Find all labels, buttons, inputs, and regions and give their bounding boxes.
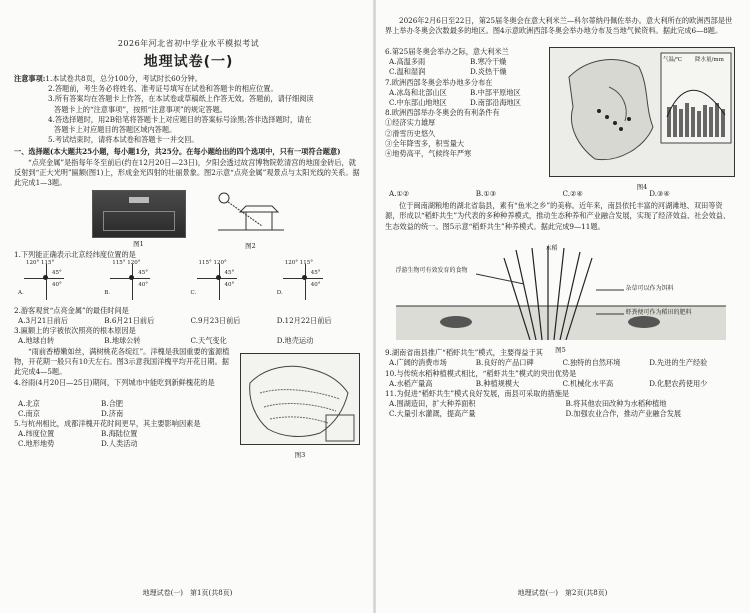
question-6: 6.第25届冬奥会举办之际，意大利米兰 xyxy=(385,47,509,56)
q7-option[interactable]: B.中部平原地区 xyxy=(470,87,521,97)
q2-option[interactable]: B.6月21日前后 xyxy=(104,316,155,326)
q6-options xyxy=(385,57,545,77)
question-1: 1.下列能正确表示北京经纬度位置的是 xyxy=(14,249,136,259)
q9-option[interactable]: D.先进的生产经验 xyxy=(649,358,708,368)
note-line: 3.所有答案均在答题卡上作答，在本试卷或草稿纸上作答无效。答题前，请仔细阅读 xyxy=(48,94,314,104)
q3-option[interactable]: B.地球公转 xyxy=(104,336,141,346)
question-11: 11.为促进“稻虾共生”模式良好发展，南县可采取的措施是 xyxy=(385,389,570,399)
fig2-caption: 图2 xyxy=(245,241,256,250)
q1-option-a[interactable]: A. 120° 115° 45° 40° xyxy=(18,260,68,304)
q3-option[interactable]: D.地壳运动 xyxy=(276,336,314,346)
q8-item: ④地势高平，气候终年严寒 xyxy=(385,149,472,159)
section-heading: 一、选择题(本大题共25小题，每小题1分，共25分。在每小题给出的四个选项中，只有一项符合题意) xyxy=(14,147,341,157)
q9-option[interactable]: B.良好的产品口碑 xyxy=(475,358,534,368)
q6-option[interactable]: B.寒冷干燥 xyxy=(470,57,507,67)
q11-option[interactable]: B.将其他农田改种为水稻种植地 xyxy=(565,399,667,409)
note-line: 答题卡上的“注意事项”，按照“注意事项”的规定答题。 xyxy=(54,104,227,114)
q7-option[interactable]: D.南部沿海地区 xyxy=(470,98,521,108)
europe-olympics-map xyxy=(549,47,735,177)
q5-option[interactable]: A.纬度位置 xyxy=(18,429,55,439)
sun-angle-diagram xyxy=(216,190,286,236)
intro-4-5: “雨前香椿嫩如丝，满树桃花各绽红”。洋槐是我国重要的蜜源植物，开花期一般只有10天左右。图3示意我国洋槐平均开花日期。据此完成4—5题。 xyxy=(14,346,230,377)
q11-option[interactable]: A.围湖造田，扩大种养面积 xyxy=(389,399,476,409)
q2-option[interactable]: C.9月23日前后 xyxy=(190,316,241,326)
exam-title: 2026年河北省初中学业水平模拟考试 xyxy=(117,39,260,48)
q10-option[interactable]: C.机械化水平高 xyxy=(562,378,614,388)
question-7: 7.欧洲西部冬奥会举办地多分布在 xyxy=(385,77,493,87)
fig5-caption: 图5 xyxy=(555,346,566,355)
note-line: 4.答选择题时，用2B铅笔将答题卡上对应题目的答案标号涂黑;答非选择题时，请在 xyxy=(48,114,312,124)
q4-option[interactable]: D.济南 xyxy=(101,408,124,418)
q11-option[interactable]: C.大量引水灌溉，提高产量 xyxy=(389,409,476,419)
q8-option[interactable]: C.②④ xyxy=(562,189,583,198)
note-line: 2.答题前，考生务必将姓名、准考证号填写在试卷和答题卡的相应位置。 xyxy=(48,84,278,94)
q9-options xyxy=(385,358,736,368)
note-line: 5.考试结束时，请将本试卷和答题卡一并交回。 xyxy=(48,135,199,145)
q9-option[interactable]: C.独特的自然环境 xyxy=(562,358,621,368)
q10-options xyxy=(385,379,736,389)
q3-options xyxy=(14,336,363,346)
page-footer-right: 地理试卷(一) 第2页(共8页) xyxy=(517,589,608,597)
q7-option[interactable]: C.中东部山地地区 xyxy=(389,98,447,108)
q1-option-c[interactable]: C. 115° 120° 45° 40° xyxy=(191,260,241,304)
q6-option[interactable]: A.高温多雨 xyxy=(389,57,426,67)
palace-photo xyxy=(92,190,186,238)
question-3: 3.匾额上的字被依次照亮的根本原因是 xyxy=(14,326,136,336)
q4-option[interactable]: B.合肥 xyxy=(101,398,123,408)
q8-item: ②滑雪历史悠久 xyxy=(385,128,436,138)
note-line: 答题卡上对应题目的答题区域内答题。 xyxy=(54,125,177,135)
q1-options xyxy=(14,260,363,306)
question-9: 9.湖南省南县推广“稻虾共生”模式，主要得益于其 xyxy=(385,348,543,358)
q10-option[interactable]: B.种植规模大 xyxy=(475,378,520,388)
q8-option[interactable]: A.①② xyxy=(389,189,410,198)
question-5: 5.与杭州相比，成都洋槐开花时间更早，其主要影响因素是 xyxy=(14,419,201,429)
fig1-caption: 图1 xyxy=(133,239,144,248)
q7-option[interactable]: A.冰岛和北部山区 xyxy=(389,87,447,97)
question-4: 4.谷雨(4月20日—25日)期间，下列城市中能吃到新鲜槐花的是 xyxy=(14,377,215,387)
q3-option[interactable]: A.地球自转 xyxy=(18,336,55,346)
q8-option[interactable]: D.③④ xyxy=(649,189,670,198)
page-footer-left: 地理试卷(一) 第1页(共8页) xyxy=(142,589,233,597)
q4-option[interactable]: C.南京 xyxy=(18,408,40,418)
q9-option[interactable]: A.广阔的消费市场 xyxy=(389,358,447,368)
q2-options xyxy=(14,316,363,326)
q8-option[interactable]: B.①③ xyxy=(475,189,497,198)
question-2: 2.游客观赏“点亮金属”的最佳时间是 xyxy=(14,305,129,315)
q4-option[interactable]: A.北京 xyxy=(18,398,40,408)
q1-option-b[interactable]: B. 115° 120° 45° 40° xyxy=(104,260,154,304)
right-page xyxy=(375,0,750,613)
q8-item: ①经济实力雄厚 xyxy=(385,118,436,128)
q2-option[interactable]: A.3月21日前后 xyxy=(18,316,68,326)
q10-option[interactable]: D.化肥农药使用少 xyxy=(649,378,708,388)
climate-precip-label: 降水量/mm xyxy=(695,57,724,63)
fig4-caption: 图4 xyxy=(636,183,648,191)
note-line: 注意事项:1.本试卷共8页，总分100分，考试时长60分钟。 xyxy=(14,74,202,83)
q1-option-d[interactable]: D. 120° 115° 45° 40° xyxy=(277,260,327,304)
question-8: 8.欧洲西部举办冬奥会的有利条件有 xyxy=(385,108,500,118)
fig3-caption: 图3 xyxy=(294,450,306,459)
q5-options xyxy=(14,429,178,449)
q3-option[interactable]: C.天气变化 xyxy=(190,336,227,346)
label-plankton: 浮游生物可有效发育的食物 xyxy=(395,267,468,275)
q5-option[interactable]: D.人类活动 xyxy=(101,439,138,449)
q10-option[interactable]: A.水稻产量高 xyxy=(389,378,433,388)
china-bloom-map xyxy=(240,353,360,445)
q8-item: ③全年降雪多，积雪量大 xyxy=(385,138,465,148)
q6-option[interactable]: D.炎热干燥 xyxy=(470,67,507,77)
q11-option[interactable]: D.加强农业合作，推动产业融合发展 xyxy=(565,409,682,419)
label-rice: 水稻 xyxy=(545,245,558,253)
climate-temp-label: 气温/℃ xyxy=(663,57,683,63)
q11-options xyxy=(385,399,736,419)
notes-block xyxy=(14,74,363,145)
intro-1-3: “点亮金属”是指每年冬至前后(约在12月20日—23日)，夕阳会透过故宫博物院乾清宫的地面金砖后，就反射到“正大光明”匾额(图1)上，形成金光四射的壮丽景象。图2示意“点亮金属”观景点与太阳光线的关系。据此完成1—3题。 xyxy=(14,157,360,188)
main-title: 地理试卷(一) xyxy=(143,54,234,70)
intro-6-8: 2026年2月6日至22日，第25届冬奥会在意大利米兰—科尔蒂纳丹佩佐举办。意大利所在的欧洲西部是世界上举办冬奥会次数最多的地区。图4示意欧洲西部冬奥会举办地分布及当地气候资料。据此完成6—8题。 xyxy=(385,16,733,36)
question-10: 10.与传统水稻种植模式相比，“稻虾共生”模式的突出优势是 xyxy=(385,368,577,378)
q5-option[interactable]: C.地形地势 xyxy=(18,439,55,449)
intro-9-11: 位于闽南湖粮地的湖北省翁县，素有“鱼米之乡”的美称。近年来，南县依托丰富的河湖滩地、双田等资源，形成以“稻虾共生”为代表的多种种养模式，推动生态种养和产业融合发展，实现了经济效益、社会效益、生态效益的统一。图5示意“稻虾共生”种养模式。据此完成9—11题。 xyxy=(385,201,731,231)
q4-options xyxy=(14,399,178,419)
q5-option[interactable]: B.海陆位置 xyxy=(101,429,138,439)
q2-option[interactable]: D.12月22日前后 xyxy=(276,316,332,326)
label-weeds: 杂草可以作为饵料 xyxy=(625,285,674,293)
label-manure: 虾粪便可作为稻田的肥料 xyxy=(625,309,692,317)
q7-options xyxy=(385,88,545,108)
q6-option[interactable]: C.温和湿润 xyxy=(389,67,426,77)
